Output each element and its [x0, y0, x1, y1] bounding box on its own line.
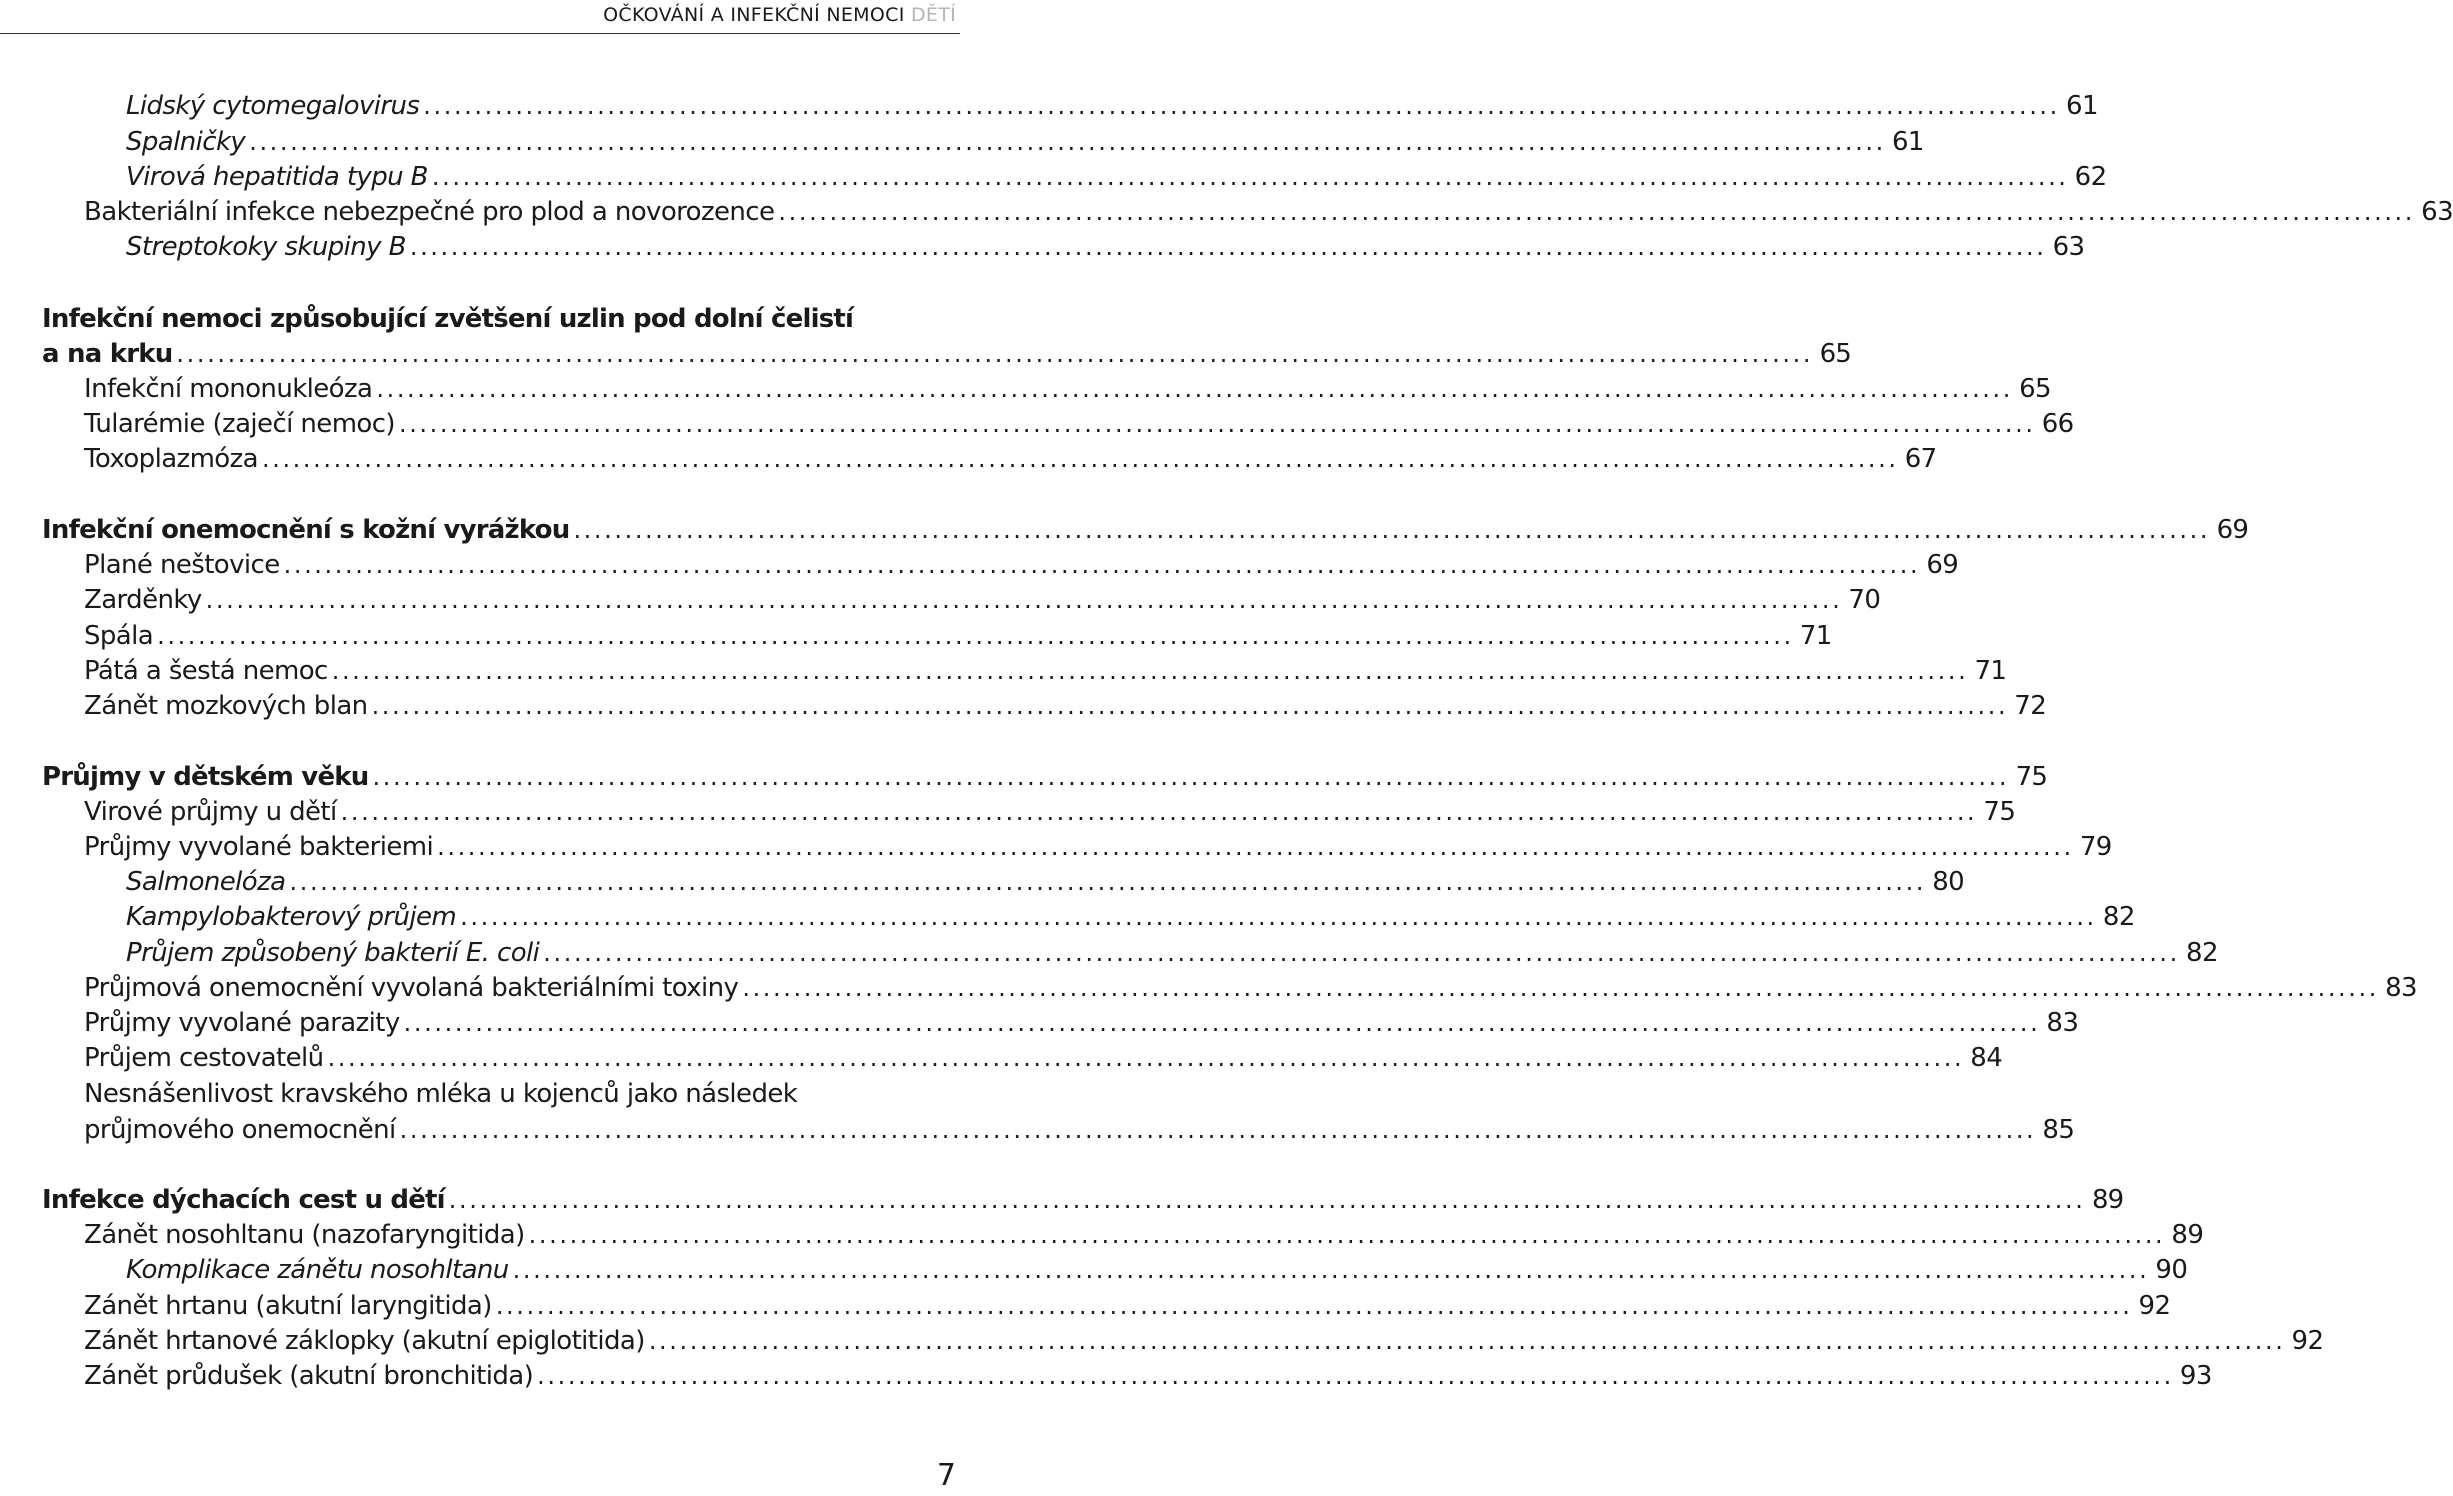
toc-entry-page: 82 — [2186, 938, 2218, 968]
toc-entry[interactable] — [84, 688, 2047, 724]
toc-entry-title: Kampylobakterový průjem — [126, 902, 457, 932]
toc-entry-title: Virová hepatitida typu B — [126, 162, 428, 192]
toc-entry[interactable] — [84, 1112, 2075, 1148]
toc-entry[interactable] — [84, 653, 2007, 689]
toc-entry[interactable] — [84, 1040, 2003, 1076]
toc-entry-title: Infekční mononukleóza — [84, 374, 373, 404]
toc-entry-page: 92 — [2138, 1291, 2171, 1321]
toc-entry-title: Průjmy vyvolané parazity — [84, 1008, 400, 1038]
toc-leader: ................................................................................................................................................................ — [371, 692, 2009, 720]
toc-entry-page: 65 — [2019, 374, 2051, 404]
toc-leader: ................................................................................................................................................................ — [157, 622, 1794, 650]
toc-entry-page: 79 — [2079, 832, 2112, 862]
toc-leader: ................................................................................................................................................................ — [376, 375, 2013, 403]
toc-entry-page: 83 — [2385, 973, 2417, 1003]
toc-entry[interactable] — [84, 970, 2417, 1006]
toc-entry-page: 66 — [2041, 409, 2074, 439]
toc-leader: ................................................................................................................................................................ — [431, 163, 2069, 191]
toc-entry-title: Zánět mozkových blan — [84, 691, 368, 721]
toc-leader: ................................................................................................................................................................ — [399, 1116, 2037, 1144]
toc-entry-title: Nesnášenlivost kravského mléka u kojenců jako následek — [84, 1079, 798, 1109]
toc-entry-title: Infekční onemocnění s kožní vyrážkou — [42, 515, 570, 545]
toc-entry[interactable] — [84, 618, 1832, 654]
toc-entry[interactable] — [84, 406, 2074, 442]
toc-leader: ................................................................................................................................................................ — [340, 798, 1978, 826]
toc-entry-page: 90 — [2155, 1255, 2188, 1285]
toc-entry-title: Streptokoky skupiny B — [126, 232, 406, 262]
toc-entry[interactable] — [126, 88, 2098, 124]
toc-entry-page: 70 — [1848, 585, 1881, 615]
toc-leader: ................................................................................................................................................................ — [398, 410, 2036, 438]
toc-entry-page: 69 — [1926, 550, 1959, 580]
toc-leader: ................................................................................................................................................................ — [537, 1362, 2174, 1390]
toc-leader: ................................................................................................................................................................ — [249, 128, 1886, 156]
toc-entry-title: Zánět hrtanové záklopky (akutní epiglotitida) — [84, 1326, 645, 1356]
toc-leader: ................................................................................................................................................................ — [528, 1221, 2166, 1249]
toc-entry-title: Průjem způsobený bakterií E. coli — [126, 938, 540, 968]
toc-entry-title: Spála — [84, 621, 154, 651]
toc-section-heading[interactable] — [42, 512, 2249, 548]
toc-leader: ................................................................................................................................................................ — [409, 233, 2047, 261]
toc-entry-page: 84 — [1970, 1043, 2003, 1073]
toc-leader: ................................................................................................................................................................ — [403, 1009, 2041, 1037]
toc-entry[interactable] — [84, 1288, 2171, 1324]
toc-leader: ................................................................................................................................................................ — [289, 868, 1927, 896]
toc-leader: ................................................................................................................................................................ — [460, 903, 2097, 931]
toc-leader: ................................................................................................................................................................ — [262, 445, 1899, 473]
toc-section-heading[interactable] — [42, 1182, 2124, 1218]
toc-entry-title: Zánět nosohltanu (nazofaryngitida) — [84, 1220, 525, 1250]
toc-entry[interactable] — [126, 229, 2085, 265]
toc-entry[interactable] — [84, 441, 1937, 477]
toc-leader: ................................................................................................................................................................ — [512, 1256, 2150, 1284]
toc-entry-page: 61 — [2066, 91, 2098, 121]
toc-entry-page: 61 — [1891, 127, 1924, 157]
toc-entry[interactable] — [84, 582, 1881, 618]
toc-section-heading[interactable] — [42, 759, 2048, 795]
toc-entry-page: 67 — [1904, 444, 1937, 474]
toc-entry-page: 89 — [2171, 1220, 2204, 1250]
running-header-light-text: DĚTÍ — [910, 4, 956, 26]
toc-entry[interactable] — [84, 794, 2016, 830]
toc-entry-title: Lidský cytomegalovirus — [126, 91, 420, 121]
toc-entry-title: Průjmová onemocnění vyvolaná bakteriálními toxiny — [84, 973, 739, 1003]
toc-entry[interactable] — [84, 829, 2112, 865]
toc-entry-title: Průjmy v dětském věku — [42, 762, 369, 792]
toc-entry[interactable] — [126, 1252, 2188, 1288]
toc-entry-page: 75 — [1983, 797, 2016, 827]
toc-entry[interactable] — [84, 1005, 2079, 1041]
toc-entry[interactable] — [84, 194, 2453, 230]
toc-entry[interactable] — [126, 935, 2218, 971]
toc-entry-title: Infekční nemoci způsobující zvětšení uzlin pod dolní čelistí — [42, 304, 854, 334]
toc-entry[interactable] — [84, 371, 2051, 407]
toc-entry-title: Virové průjmy u dětí — [84, 797, 337, 827]
toc-entry[interactable] — [84, 1217, 2204, 1253]
toc-entry-page: 92 — [2291, 1326, 2324, 1356]
toc-entry-title: Infekce dýchacích cest u dětí — [42, 1185, 445, 1215]
toc-entry-title: Komplikace zánětu nosohltanu — [126, 1255, 509, 1285]
toc-entry-title: Plané neštovice — [84, 550, 280, 580]
toc-entry-page: 62 — [2074, 162, 2107, 192]
toc-section-heading[interactable] — [42, 336, 1852, 372]
toc-leader: ................................................................................................................................................................ — [372, 763, 2010, 791]
toc-entry[interactable] — [126, 124, 1924, 160]
toc-entry-title: Zánět hrtanu (akutní laryngitida) — [84, 1291, 492, 1321]
toc-entry-page: 75 — [2015, 762, 2048, 792]
toc-entry-title: Pátá a šestá nemoc — [84, 656, 328, 686]
header-rule — [0, 33, 960, 34]
toc-entry-title: a na krku — [42, 339, 173, 369]
toc-leader: ................................................................................................................................................................ — [331, 657, 1969, 685]
running-header — [603, 4, 956, 26]
toc-leader: ................................................................................................................................................................ — [648, 1327, 2286, 1355]
toc-entry-page: 65 — [1819, 339, 1852, 369]
toc-entry-title: Salmonelóza — [126, 867, 286, 897]
toc-entry[interactable] — [126, 864, 1965, 900]
toc-entry-title: průjmového onemocnění — [84, 1115, 396, 1145]
toc-entry-page: 63 — [2052, 232, 2085, 262]
toc-entry-title: Tularémie (zaječí nemoc) — [84, 409, 395, 439]
toc-leader: ................................................................................................................................................................ — [283, 551, 1921, 579]
toc-entry[interactable] — [126, 899, 2135, 935]
toc-entry-title: Zánět průdušek (akutní bronchitida) — [84, 1361, 534, 1391]
toc-entry-page: 72 — [2014, 691, 2047, 721]
toc-entry-page: 93 — [2179, 1361, 2212, 1391]
toc-leader: ................................................................................................................................................................ — [573, 516, 2211, 544]
toc-entry-title: Zarděnky — [84, 585, 202, 615]
toc-leader: ................................................................................................................................................................ — [742, 974, 2379, 1002]
toc-entry[interactable] — [126, 159, 2107, 195]
toc-entry[interactable] — [84, 1076, 960, 1112]
toc-entry-title: Toxoplazmóza — [84, 444, 258, 474]
toc-leader: ................................................................................................................................................................ — [205, 586, 1843, 614]
toc-leader: ................................................................................................................................................................ — [495, 1292, 2133, 1320]
toc-entry-page: 69 — [2216, 515, 2249, 545]
toc-leader: ................................................................................................................................................................ — [437, 833, 2074, 861]
toc-leader: ................................................................................................................................................................ — [176, 340, 1814, 368]
toc-entry-title: Průjmy vyvolané bakteriemi — [84, 832, 434, 862]
toc-entry[interactable] — [84, 1358, 2212, 1394]
toc-entry-title: Spalničky — [126, 127, 246, 157]
toc-leader: ................................................................................................................................................................ — [448, 1186, 2086, 1214]
toc-entry-title: Bakteriální infekce nebezpečné pro plod a novorozence — [84, 197, 775, 227]
toc-entry-page: 80 — [1932, 867, 1965, 897]
toc-leader: ................................................................................................................................................................ — [423, 92, 2060, 120]
toc-entry-page: 63 — [2421, 197, 2453, 227]
toc-section-heading[interactable] — [42, 301, 960, 337]
toc-leader: ................................................................................................................................................................ — [778, 198, 2416, 226]
toc-entry-page: 85 — [2042, 1115, 2075, 1145]
toc-entry-page: 82 — [2102, 902, 2135, 932]
toc-entry-title: Průjem cestovatelů — [84, 1043, 324, 1073]
toc-entry-page: 83 — [2046, 1008, 2079, 1038]
page-number: 7 — [936, 1458, 956, 1493]
running-header-text: OČKOVÁNÍ A INFEKČNÍ NEMOCI — [603, 4, 905, 26]
toc-leader: ................................................................................................................................................................ — [543, 939, 2180, 967]
toc-leader: ................................................................................................................................................................ — [327, 1044, 1965, 1072]
toc-entry-page: 89 — [2091, 1185, 2124, 1215]
toc-entry[interactable] — [84, 1323, 2324, 1359]
toc-entry-page: 71 — [1974, 656, 2007, 686]
toc-entry[interactable] — [84, 547, 1959, 583]
toc-entry-page: 71 — [1799, 621, 1832, 651]
